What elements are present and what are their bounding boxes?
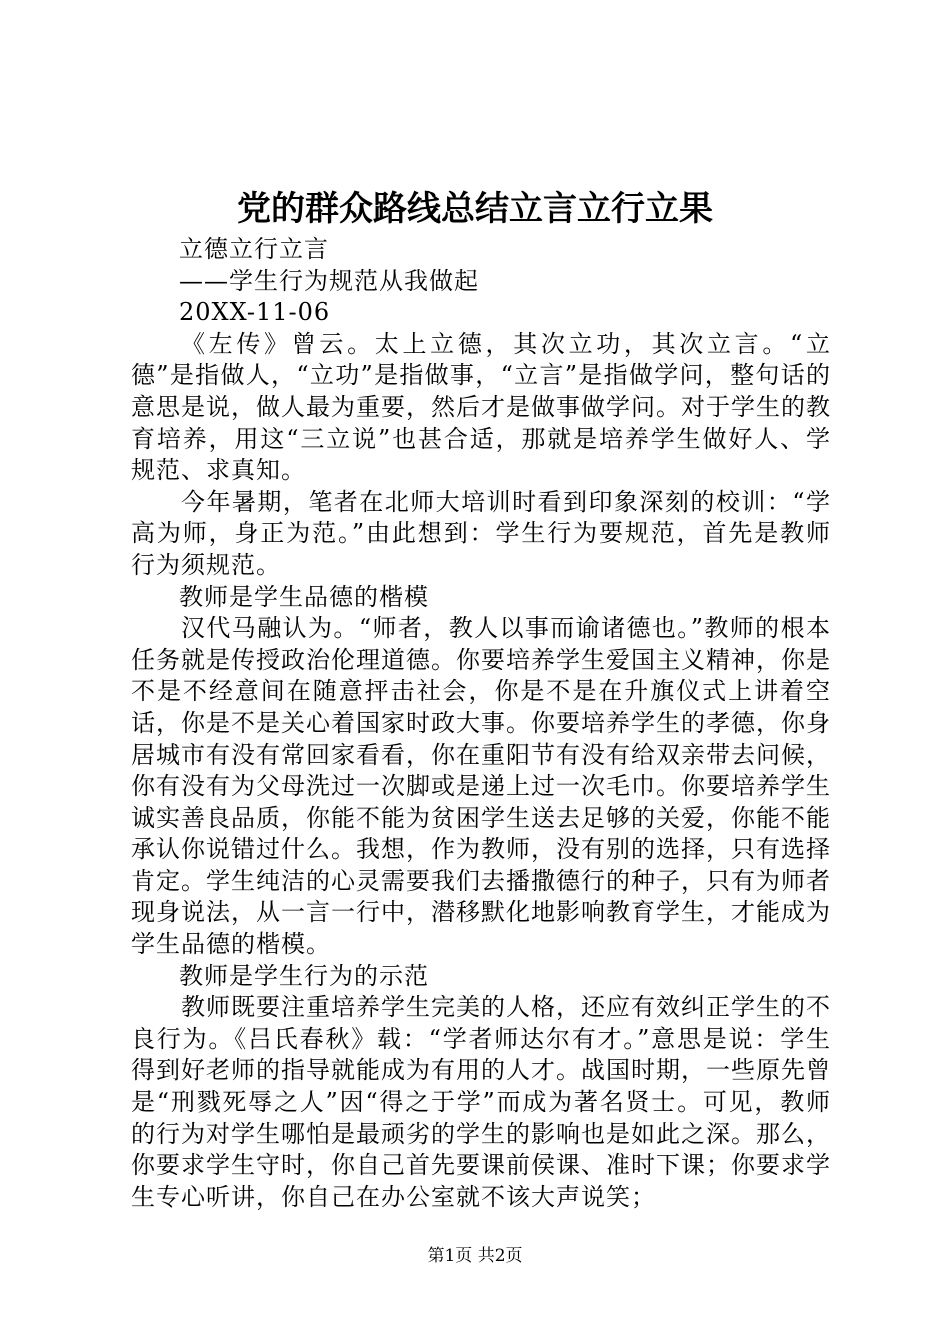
body-paragraph: 《左传》曾云。太上立德，其次立功，其次立言。“立德”是指做人，“立功”是指做事，“立言”是指做学问，整句话的意思是说，做人最为重要，然后才是做事做学问。对于学生的教育培养，用这“三立说”也甚合适，那就是培养学生做好人、学规范、求真知。 [131, 329, 831, 485]
body-paragraph: 教师既要注重培养学生完美的人格，还应有效纠正学生的不良行为。《吕氏春秋》载：“学者师达尔有才。”意思是说：学生得到好老师的指导就能成为有用的人才。战国时期，一些原先曾是“刑戮死辱之人”因“得之于学”而成为著名贤士。可见，教师的行为对学生哪怕是最顽劣的学生的影响也是如此之深。那么，你要求学生守时，你自己首先要课前侯课、准时下课；你要求学生专心听讲，你自己在办公室就不该大声说笑； [131, 993, 831, 1211]
section-heading: 教师是学生品德的楷模 [179, 582, 429, 611]
document-date: 20XX-11-06 [179, 298, 331, 327]
section-heading: 教师是学生行为的示范 [179, 961, 429, 990]
body-paragraph: 汉代马融认为。“师者，教人以事而谕诸德也。”教师的根本任务就是传授政治伦理道德。你要培养学生爱国主义精神，你是不是不经意间在随意抨击社会，你是不是在升旗仪式上讲着空话，你是不是关心着国家时政大事。你要培养学生的孝德，你身居城市有没有常回家看看，你在重阳节有没有给双亲带去问候，你有没有为父母洗过一次脚或是递上过一次毛巾。你要培养学生诚实善良品质，你能不能为贫困学生送去足够的关爱，你能不能承认你说错过什么。我想，作为教师，没有别的选择，只有选择肯定。学生纯洁的心灵需要我们去播撒德行的种子，只有为师者现身说法，从一言一行中，潜移默化地影响教育学生，才能成为学生品德的楷模。 [131, 614, 831, 959]
subtitle-line: 立德立行立言 [179, 235, 329, 263]
subtitle-tagline: ——学生行为规范从我做起 [179, 266, 479, 295]
page-footer: 第1页 共2页 [427, 1246, 523, 1266]
document-body [131, 234, 831, 1213]
document-title: 党的群众路线总结立言立行立果 [237, 189, 713, 229]
body-paragraph: 今年暑期，笔者在北师大培训时看到印象深刻的校训：“学高为师，身正为范。”由此想到：学生行为要规范，首先是教师行为须规范。 [131, 487, 831, 579]
